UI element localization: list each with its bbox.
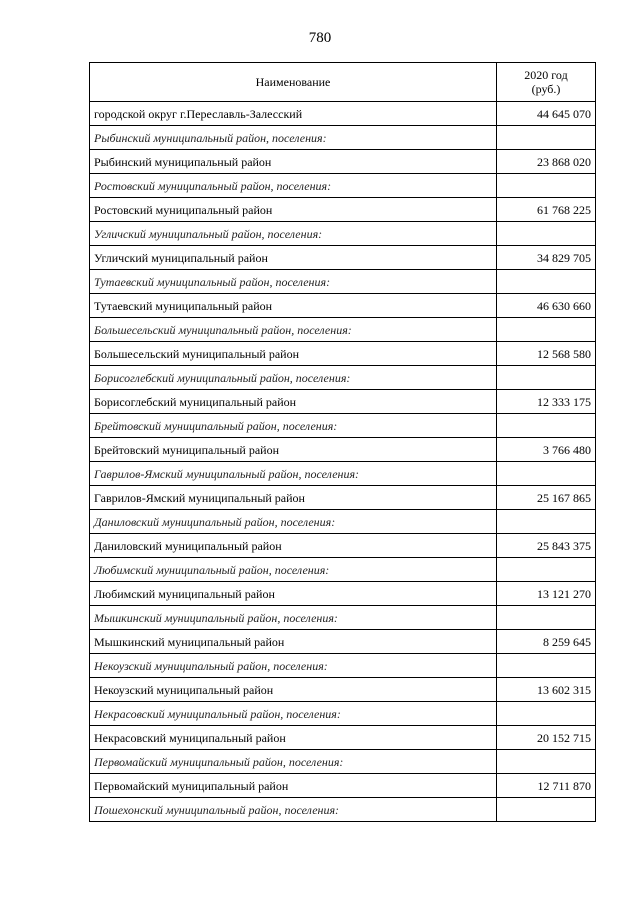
table-row bbox=[90, 246, 596, 270]
cell-amount: 12 333 175 bbox=[497, 390, 596, 414]
table-row-group-heading bbox=[90, 558, 596, 582]
cell-name: Первомайский муниципальный район, поселения: bbox=[90, 750, 497, 774]
cell-amount: 3 766 480 bbox=[497, 438, 596, 462]
table-row-group-heading bbox=[90, 462, 596, 486]
cell-name: Мышкинский муниципальный район, поселения: bbox=[90, 606, 497, 630]
table-row bbox=[90, 630, 596, 654]
cell-name: Мышкинский муниципальный район bbox=[90, 630, 497, 654]
table-row-group-heading bbox=[90, 318, 596, 342]
table-row bbox=[90, 726, 596, 750]
table-row bbox=[90, 150, 596, 174]
cell-amount bbox=[497, 606, 596, 630]
cell-name: Любимский муниципальный район bbox=[90, 582, 497, 606]
cell-amount bbox=[497, 270, 596, 294]
cell-name: Некоузский муниципальный район, поселения: bbox=[90, 654, 497, 678]
header-amount-year: 2020 год bbox=[524, 68, 568, 82]
table-row-group-heading bbox=[90, 126, 596, 150]
cell-name: Даниловский муниципальный район, поселения: bbox=[90, 510, 497, 534]
cell-name: Брейтовский муниципальный район bbox=[90, 438, 497, 462]
cell-name: Даниловский муниципальный район bbox=[90, 534, 497, 558]
table-row-group-heading bbox=[90, 270, 596, 294]
cell-amount bbox=[497, 174, 596, 198]
table-row-group-heading bbox=[90, 174, 596, 198]
header-name: Наименование bbox=[90, 63, 497, 102]
cell-name: Тутаевский муниципальный район bbox=[90, 294, 497, 318]
table-row bbox=[90, 486, 596, 510]
header-amount bbox=[497, 63, 596, 102]
cell-amount: 25 843 375 bbox=[497, 534, 596, 558]
cell-name: Угличский муниципальный район bbox=[90, 246, 497, 270]
table-row-group-heading bbox=[90, 798, 596, 822]
cell-name: Борисоглебский муниципальный район bbox=[90, 390, 497, 414]
cell-name: городской округ г.Переславль-Залесский bbox=[90, 102, 497, 126]
table-row-group-heading bbox=[90, 414, 596, 438]
table-row bbox=[90, 534, 596, 558]
table-row bbox=[90, 342, 596, 366]
table-row bbox=[90, 438, 596, 462]
cell-amount bbox=[497, 798, 596, 822]
cell-name: Гаврилов-Ямский муниципальный район bbox=[90, 486, 497, 510]
table-row bbox=[90, 294, 596, 318]
table-row bbox=[90, 774, 596, 798]
cell-name: Тутаевский муниципальный район, поселения: bbox=[90, 270, 497, 294]
table-row-group-heading bbox=[90, 366, 596, 390]
table-row-group-heading bbox=[90, 510, 596, 534]
cell-amount: 44 645 070 bbox=[497, 102, 596, 126]
cell-amount: 34 829 705 bbox=[497, 246, 596, 270]
cell-name: Рыбинский муниципальный район bbox=[90, 150, 497, 174]
cell-amount bbox=[497, 702, 596, 726]
cell-name: Первомайский муниципальный район bbox=[90, 774, 497, 798]
cell-name: Пошехонский муниципальный район, поселения: bbox=[90, 798, 497, 822]
table-row bbox=[90, 198, 596, 222]
table-body bbox=[90, 102, 596, 822]
cell-amount: 61 768 225 bbox=[497, 198, 596, 222]
table-row-group-heading bbox=[90, 750, 596, 774]
cell-amount: 13 602 315 bbox=[497, 678, 596, 702]
header-amount-unit: (руб.) bbox=[531, 82, 561, 96]
cell-amount: 13 121 270 bbox=[497, 582, 596, 606]
cell-name: Некрасовский муниципальный район bbox=[90, 726, 497, 750]
cell-name: Рыбинский муниципальный район, поселения: bbox=[90, 126, 497, 150]
budget-table bbox=[89, 62, 596, 822]
cell-amount bbox=[497, 318, 596, 342]
page-number: 780 bbox=[308, 30, 332, 46]
cell-amount: 46 630 660 bbox=[497, 294, 596, 318]
table-row bbox=[90, 102, 596, 126]
cell-name: Некоузский муниципальный район bbox=[90, 678, 497, 702]
cell-amount: 12 711 870 bbox=[497, 774, 596, 798]
cell-name: Ростовский муниципальный район bbox=[90, 198, 497, 222]
table-row bbox=[90, 390, 596, 414]
table-row-group-heading bbox=[90, 702, 596, 726]
cell-amount bbox=[497, 222, 596, 246]
table-row bbox=[90, 678, 596, 702]
cell-name: Брейтовский муниципальный район, поселения: bbox=[90, 414, 497, 438]
cell-amount bbox=[497, 366, 596, 390]
table-row bbox=[90, 582, 596, 606]
cell-amount: 20 152 715 bbox=[497, 726, 596, 750]
cell-amount: 12 568 580 bbox=[497, 342, 596, 366]
cell-amount bbox=[497, 750, 596, 774]
table-row-group-heading bbox=[90, 654, 596, 678]
cell-amount bbox=[497, 510, 596, 534]
cell-amount bbox=[497, 126, 596, 150]
cell-amount bbox=[497, 558, 596, 582]
table-row-group-heading bbox=[90, 606, 596, 630]
cell-name: Ростовский муниципальный район, поселения: bbox=[90, 174, 497, 198]
cell-name: Гаврилов-Ямский муниципальный район, поселения: bbox=[90, 462, 497, 486]
table-header-row bbox=[90, 63, 596, 102]
cell-amount bbox=[497, 414, 596, 438]
cell-amount: 25 167 865 bbox=[497, 486, 596, 510]
cell-amount bbox=[497, 654, 596, 678]
cell-amount bbox=[497, 462, 596, 486]
cell-amount: 8 259 645 bbox=[497, 630, 596, 654]
cell-name: Большесельский муниципальный район bbox=[90, 342, 497, 366]
cell-name: Борисоглебский муниципальный район, поселения: bbox=[90, 366, 497, 390]
cell-name: Некрасовский муниципальный район, поселения: bbox=[90, 702, 497, 726]
cell-amount: 23 868 020 bbox=[497, 150, 596, 174]
cell-name: Любимский муниципальный район, поселения: bbox=[90, 558, 497, 582]
cell-name: Большесельский муниципальный район, поселения: bbox=[90, 318, 497, 342]
cell-name: Угличский муниципальный район, поселения: bbox=[90, 222, 497, 246]
table-row-group-heading bbox=[90, 222, 596, 246]
